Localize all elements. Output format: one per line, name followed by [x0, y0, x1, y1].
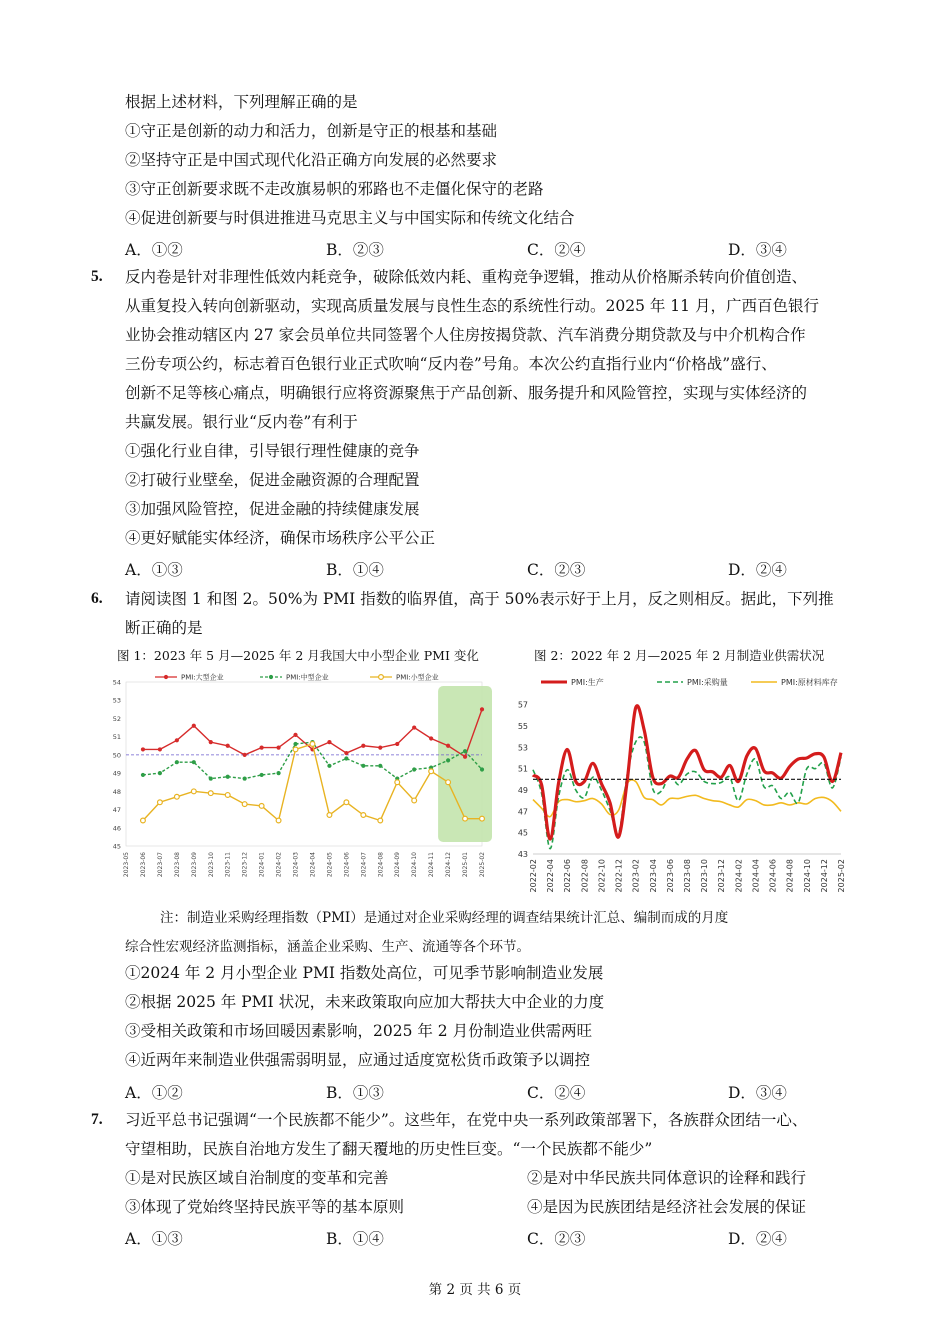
data-point [260, 746, 264, 750]
data-point [243, 776, 247, 780]
q7-line-1: 习近平总书记强调“一个民族都不能少”。这些年，在党中央一系列政策部署下，各族群众团结一心、 [125, 1111, 808, 1129]
y-tick-label: 49 [112, 769, 121, 778]
x-tick-label: 2023-12 [717, 859, 727, 893]
x-tick-label: 2023-02 [631, 859, 641, 893]
x-tick-label: 2022-12 [614, 859, 624, 893]
x-tick-label: 2022-04 [546, 859, 556, 893]
x-tick-label: 2022-06 [563, 859, 573, 893]
data-point [293, 747, 298, 752]
legend-marker [164, 675, 168, 679]
x-tick-label: 2022-02 [529, 859, 538, 893]
x-tick-label: 2024-05 [326, 852, 334, 878]
data-point [429, 769, 434, 774]
q7-option-b[interactable]: B．①④ [326, 1230, 384, 1248]
data-point [463, 816, 468, 821]
y-tick-label: 51 [112, 733, 121, 742]
q4-item-4: ④促进创新要与时俱进推进马克思主义与中国实际和传统文化结合 [125, 209, 575, 227]
data-point [175, 760, 179, 764]
data-point [310, 742, 315, 747]
q5-item-2: ②打破行业壁垒，促进金融资源的合理配置 [125, 471, 420, 489]
q7-item-3: ③体现了党始终坚持民族平等的基本原则 [125, 1198, 405, 1216]
data-point [158, 747, 162, 751]
q6-item-2: ②根据 2025 年 PMI 状况，未来政策取向应加大帮扶大中企业的力度 [125, 993, 605, 1011]
q5-line-1: 反内卷是针对非理性低效内耗竞争，破除低效内耗、重构竞争逻辑，推动从价格厮杀转向价值创造、 [125, 268, 808, 286]
q6-item-4: ④近两年来制造业供强需弱明显，应通过适度宽松货币政策予以调控 [125, 1051, 591, 1069]
data-point [327, 813, 332, 818]
legend-marker [379, 675, 384, 680]
y-tick-label: 53 [517, 743, 528, 753]
q5-line-5: 创新不足等核心痛点，明确银行应将资源聚焦于产品创新、服务提升和风险管控，实现与实体经济的 [125, 384, 808, 402]
page-footer: 第 2 页 共 6 页 [428, 1282, 522, 1298]
q7-number: 7. [91, 1111, 103, 1128]
x-tick-label: 2025-01 [462, 852, 470, 878]
x-tick-label: 2022-10 [597, 859, 607, 893]
data-point [395, 742, 399, 746]
data-point [378, 764, 382, 768]
data-point [344, 756, 348, 760]
y-tick-label: 47 [112, 806, 121, 815]
x-tick-label: 2024-06 [343, 852, 351, 878]
q6-number: 6. [91, 590, 103, 607]
data-point [209, 740, 213, 744]
q4-option-a[interactable]: A．①② [125, 241, 183, 259]
data-point [191, 789, 196, 794]
data-point [242, 802, 247, 807]
q4-stem: 根据上述材料，下列理解正确的是 [125, 93, 358, 111]
q7-option-d[interactable]: D．②④ [728, 1230, 787, 1248]
data-point [226, 775, 230, 779]
legend-label-1: PMI:生产 [571, 678, 604, 687]
data-point [208, 791, 213, 796]
q6-item-3: ③受相关政策和市场回暖因素影响，2025 年 2 月份制造业供需两旺 [125, 1022, 593, 1040]
q6-option-a[interactable]: A．①② [125, 1084, 183, 1102]
data-point [327, 740, 331, 744]
x-tick-label: 2024-02 [275, 852, 283, 878]
q4-option-c[interactable]: C．②④ [527, 241, 586, 259]
y-tick-label: 55 [517, 722, 528, 731]
x-tick-label: 2023-11 [224, 852, 232, 878]
q4-item-2: ②坚持守正是中国式现代化沿正确方向发展的必然要求 [125, 151, 498, 169]
data-point [175, 738, 179, 742]
q5-item-4: ④更好赋能实体经济，确保市场秩序公平公正 [125, 529, 436, 547]
q5-line-4: 三份专项公约，标志着百色银行业正式吹响“反内卷”号角。本次公约直指行业内“价格战”盛行、 [125, 355, 777, 373]
x-tick-label: 2023-06 [139, 852, 147, 878]
x-tick-label: 2024-02 [734, 859, 744, 893]
data-point [276, 746, 280, 750]
data-point [361, 813, 366, 818]
data-point [446, 780, 451, 785]
q5-line-2: 从重复投入转向创新驱动，实现高质量发展与良性生态的系统性行动。2025 年 11 月，广西百色银行 [125, 297, 819, 315]
data-point [378, 818, 383, 823]
y-tick-label: 53 [112, 696, 121, 705]
data-point [395, 780, 400, 785]
data-point [209, 776, 213, 780]
x-tick-label: 2022-08 [580, 859, 590, 893]
q4-option-b[interactable]: B．②③ [326, 241, 384, 259]
q6-option-c[interactable]: C．②④ [527, 1084, 586, 1102]
data-point [412, 725, 416, 729]
data-point [361, 764, 365, 768]
y-tick-label: 49 [517, 786, 528, 795]
x-tick-label: 2024-10 [411, 852, 419, 878]
legend-label-2: PMI:中型企业 [286, 673, 329, 682]
q5-option-a[interactable]: A．①③ [125, 561, 183, 579]
figure-2-chart [505, 670, 855, 896]
data-point [412, 798, 417, 803]
x-tick-label: 2024-06 [768, 859, 778, 893]
q6-option-d[interactable]: D．③④ [728, 1084, 787, 1102]
legend-label-3: PMI:小型企业 [396, 673, 439, 682]
q6-item-1: ①2024 年 2 月小型企业 PMI 指数处高位，可见季节影响制造业发展 [125, 964, 604, 982]
q6-line-2: 断正确的是 [125, 619, 203, 637]
figure-1-title: 图 1：2023 年 5 月—2025 年 2 月我国大中小型企业 PMI 变化 [117, 648, 479, 663]
x-tick-label: 2024-10 [802, 859, 812, 893]
data-point [378, 746, 382, 750]
q5-number: 5. [91, 268, 103, 285]
y-tick-label: 54 [112, 678, 121, 687]
y-tick-label: 52 [112, 714, 121, 723]
data-point [480, 767, 484, 771]
x-tick-label: 2024-01 [258, 852, 266, 878]
q6-note-line-2: 综合性宏观经济监测指标，涵盖企业采购、生产、流通等各个环节。 [125, 939, 530, 955]
x-tick-label: 2023-12 [241, 852, 249, 878]
x-tick-label: 2023-07 [156, 852, 164, 878]
q5-option-b[interactable]: B．①④ [326, 561, 384, 579]
x-tick-label: 2024-07 [360, 852, 368, 878]
q6-line-1: 请阅读图 1 和图 2。50%为 PMI 指数的临界值，高于 50%表示好于上月，反之则相反。据此，下列推 [125, 590, 834, 608]
data-point [293, 742, 297, 746]
x-tick-label: 2023-10 [700, 859, 710, 893]
x-tick-label: 2024-09 [394, 852, 402, 878]
data-point [276, 818, 281, 823]
x-tick-label: 2023-08 [683, 859, 692, 893]
legend-label-3: PMI:原材料库存 [781, 678, 838, 687]
data-point [446, 758, 450, 762]
q7-option-a[interactable]: A．①③ [125, 1230, 183, 1248]
data-point [192, 760, 196, 764]
x-tick-label: 2024-03 [292, 852, 300, 878]
figure-1-chart [100, 668, 498, 896]
y-tick-label: 47 [517, 807, 528, 817]
data-point [158, 771, 162, 775]
data-point [412, 767, 416, 771]
legend-marker [269, 675, 273, 679]
x-tick-label: 2025-02 [479, 852, 486, 878]
figure-2-title: 图 2：2022 年 2 月—2025 年 2 月制造业供需状况 [534, 648, 825, 663]
q5-item-1: ①强化行业自律，引导银行理性健康的竞争 [125, 442, 420, 460]
data-point [174, 794, 179, 799]
y-tick-label: 46 [112, 824, 121, 833]
data-point [158, 800, 163, 805]
legend-label-2: PMI:采购量 [687, 678, 728, 687]
x-tick-label: 2024-12 [819, 859, 829, 893]
data-point [226, 744, 230, 748]
q4-item-3: ③守正创新要求既不走改旗易帜的邪路也不走僵化保守的老路 [125, 180, 544, 198]
y-tick-label: 45 [112, 842, 121, 851]
y-tick-label: 48 [112, 787, 121, 796]
q5-line-3: 业协会推动辖区内 27 家会员单位共同签署个人住房按揭贷款、汽车消费分期贷款及与中介机构合作 [125, 326, 806, 344]
data-point [243, 753, 247, 757]
data-point [327, 764, 331, 768]
x-tick-label: 2023-08 [173, 852, 181, 878]
data-point [260, 773, 264, 777]
x-tick-label: 2024-04 [751, 859, 761, 893]
q7-item-4: ④是因为民族团结是经济社会发展的保证 [527, 1198, 807, 1216]
q5-option-c[interactable]: C．②③ [527, 561, 586, 579]
data-point [141, 818, 146, 823]
data-point [141, 747, 145, 751]
data-point [192, 724, 196, 728]
data-point [446, 744, 450, 748]
data-point [259, 804, 264, 809]
x-tick-label: 2023-09 [190, 852, 198, 878]
data-point [463, 749, 467, 753]
data-point [429, 736, 433, 740]
x-tick-label: 2023-06 [665, 859, 675, 893]
data-point [344, 800, 349, 805]
data-point [480, 816, 485, 821]
x-tick-label: 2025-02 [837, 859, 846, 893]
x-tick-label: 2023-05 [123, 852, 130, 878]
x-tick-label: 2024-12 [445, 852, 453, 878]
q7-option-c[interactable]: C．②③ [527, 1230, 586, 1248]
data-point [361, 744, 365, 748]
x-tick-label: 2024-04 [309, 852, 317, 878]
y-tick-label: 51 [517, 764, 528, 774]
q7-item-1: ①是对民族区域自治制度的变革和完善 [125, 1169, 389, 1187]
y-tick-label: 50 [112, 751, 121, 760]
x-tick-label: 2024-11 [428, 852, 436, 878]
q7-line-2: 守望相助，民族自治地方发生了翻天覆地的历史性巨变。“一个民族都不能少” [125, 1140, 653, 1158]
q6-note-line-1: 注：制造业采购经理指数（PMI）是通过对企业采购经理的调查结果统计汇总、编制而成的月度 [160, 910, 729, 926]
data-point [480, 707, 484, 711]
data-point [141, 773, 145, 777]
data-point [344, 751, 348, 755]
x-tick-label: 2023-10 [207, 852, 215, 878]
q7-item-2: ②是对中华民族共同体意识的诠释和践行 [527, 1169, 807, 1187]
plot-area-1 [126, 682, 482, 846]
y-tick-label: 57 [517, 700, 528, 710]
q5-line-6: 共赢发展。银行业“反内卷”有利于 [125, 413, 358, 431]
data-point [463, 755, 467, 759]
data-point [225, 793, 230, 798]
x-tick-label: 2024-08 [377, 852, 385, 878]
x-tick-label: 2024-08 [785, 859, 795, 893]
y-tick-label: 45 [517, 828, 528, 838]
q4-item-1: ①守正是创新的动力和活力，创新是守正的根基和基础 [125, 122, 498, 140]
y-tick-label: 43 [517, 850, 528, 859]
data-point [293, 733, 297, 737]
q6-option-b[interactable]: B．①③ [326, 1084, 384, 1102]
q5-option-d[interactable]: D．②④ [728, 561, 787, 579]
q5-item-3: ③加强风险管控，促进金融的持续健康发展 [125, 500, 420, 518]
legend-label-1: PMI:大型企业 [181, 673, 224, 682]
data-point [276, 771, 280, 775]
x-tick-label: 2023-04 [648, 859, 658, 893]
q4-option-d[interactable]: D．③④ [728, 241, 787, 259]
